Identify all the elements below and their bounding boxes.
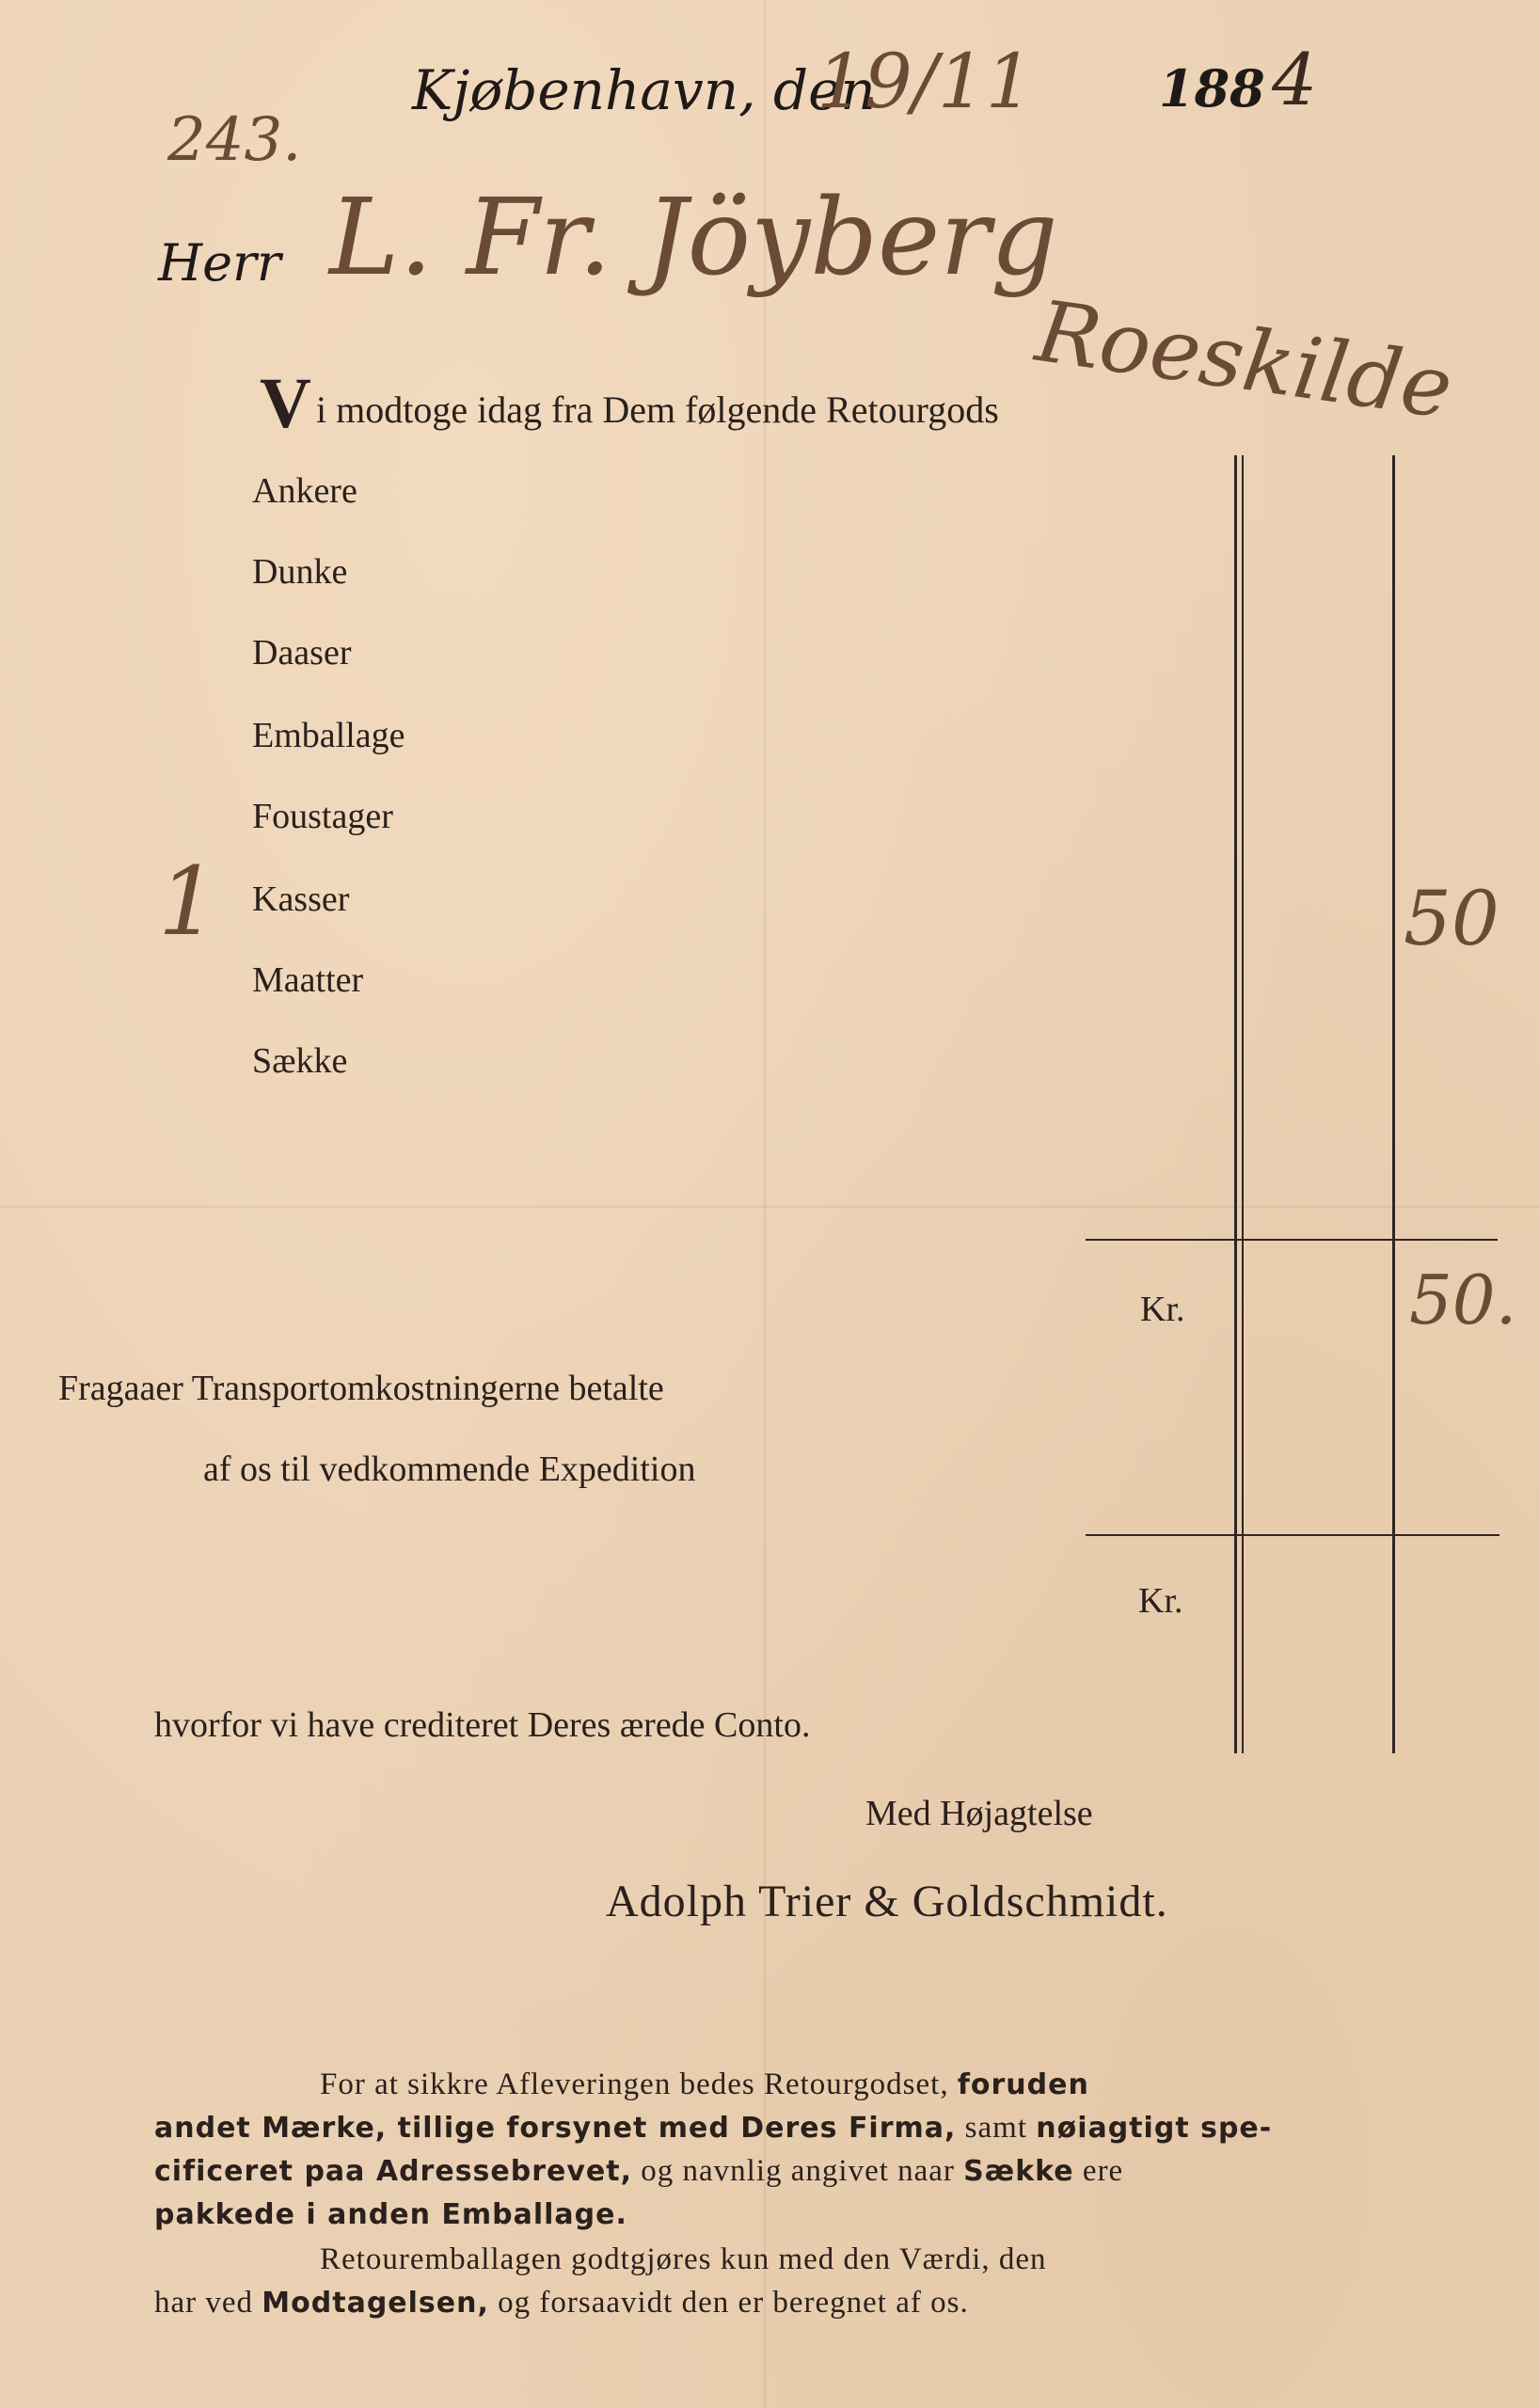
notice-line-4 (154, 2197, 627, 2232)
notice-bold-text: andet Mærke, tillige forsynet med Deres Firma, (154, 2112, 957, 2145)
notice-line-6 (154, 2286, 969, 2321)
item-label: Dunke (252, 552, 348, 592)
subtotal-label: Kr. (1140, 1290, 1185, 1329)
date-handwritten: 19/11 (817, 38, 1034, 125)
item-label: Kasser (252, 879, 350, 919)
fold-line-horizontal (0, 1206, 1539, 1208)
column-rule-left-a (1234, 455, 1237, 1753)
total-label: Kr. (1138, 1581, 1183, 1621)
place-handwritten: Roeskilde (1030, 282, 1459, 438)
deduction-line-1: Fragaaer Transportomkostningerne betalte (58, 1369, 664, 1408)
notice-line-1 (320, 2067, 1089, 2102)
item-label: Emballage (252, 716, 405, 755)
column-rule-right (1392, 455, 1395, 1753)
year-printed: 188 (1159, 58, 1265, 119)
subtotal-rule (1086, 1239, 1498, 1241)
intro-text: i modtoge idag fra Dem følgende Retourgods (316, 388, 999, 431)
item-label: Sække (252, 1041, 348, 1081)
column-rule-left-b (1242, 455, 1244, 1753)
notice-text: ere (1082, 2154, 1124, 2188)
fold-line-vertical (764, 0, 766, 2408)
item-label: Maatter (252, 960, 364, 1000)
kasser-qty-handwritten: 1 (158, 847, 218, 957)
notice-bold-text: Modtagelsen, (262, 2287, 489, 2320)
notice-bold-text: Sække (963, 2155, 1074, 2188)
notice-bold-text: foruden (957, 2068, 1089, 2101)
herr-label: Herr (158, 233, 281, 293)
item-label: Ankere (252, 471, 357, 511)
notice-line-3 (154, 2154, 1123, 2189)
notice-line-5 (320, 2242, 1047, 2277)
total-rule (1086, 1534, 1499, 1536)
notice-text: samt (964, 2111, 1027, 2145)
notice-text: Retouremballagen godtgjøres kun med den Værdi, den (320, 2242, 1047, 2276)
item-label: Foustager (252, 797, 393, 836)
notice-text: og navnlig angivet naar (641, 2154, 955, 2188)
item-label: Daaser (252, 633, 352, 673)
deduction-line-2: af os til vedkommende Expedition (203, 1450, 696, 1489)
notice-bold-text: cificeret paa Adressebrevet, (154, 2155, 633, 2188)
credit-line: hvorfor vi have crediteret Deres ærede Conto. (154, 1705, 811, 1745)
notice-line-2 (154, 2111, 1272, 2146)
notice-bold-text: pakkede i anden Emballage. (154, 2198, 627, 2231)
notice-bold-text: nøiagtigt spe- (1036, 2112, 1273, 2145)
notice-text: For at sikkre Afleveringen bedes Retourgodset, (320, 2067, 949, 2101)
recipient-name-handwritten: L. Fr. Jöyberg (329, 177, 1058, 299)
firm-name: Adolph Trier & Goldschmidt. (606, 1877, 1168, 1926)
city-date-label: Kjøbenhavn, den (412, 58, 876, 122)
greeting: Med Højagtelse (865, 1794, 1093, 1833)
year-handwritten: 4 (1272, 38, 1318, 121)
kasser-amount-handwritten: 50 (1404, 875, 1499, 962)
notice-text: og forsaavidt den er beregnet af os. (498, 2286, 969, 2320)
notice-text: har ved (154, 2286, 254, 2320)
subtotal-amount-handwritten: 50. (1409, 1260, 1517, 1339)
drop-cap: V (260, 364, 311, 443)
doc-number: 243. (167, 105, 302, 175)
